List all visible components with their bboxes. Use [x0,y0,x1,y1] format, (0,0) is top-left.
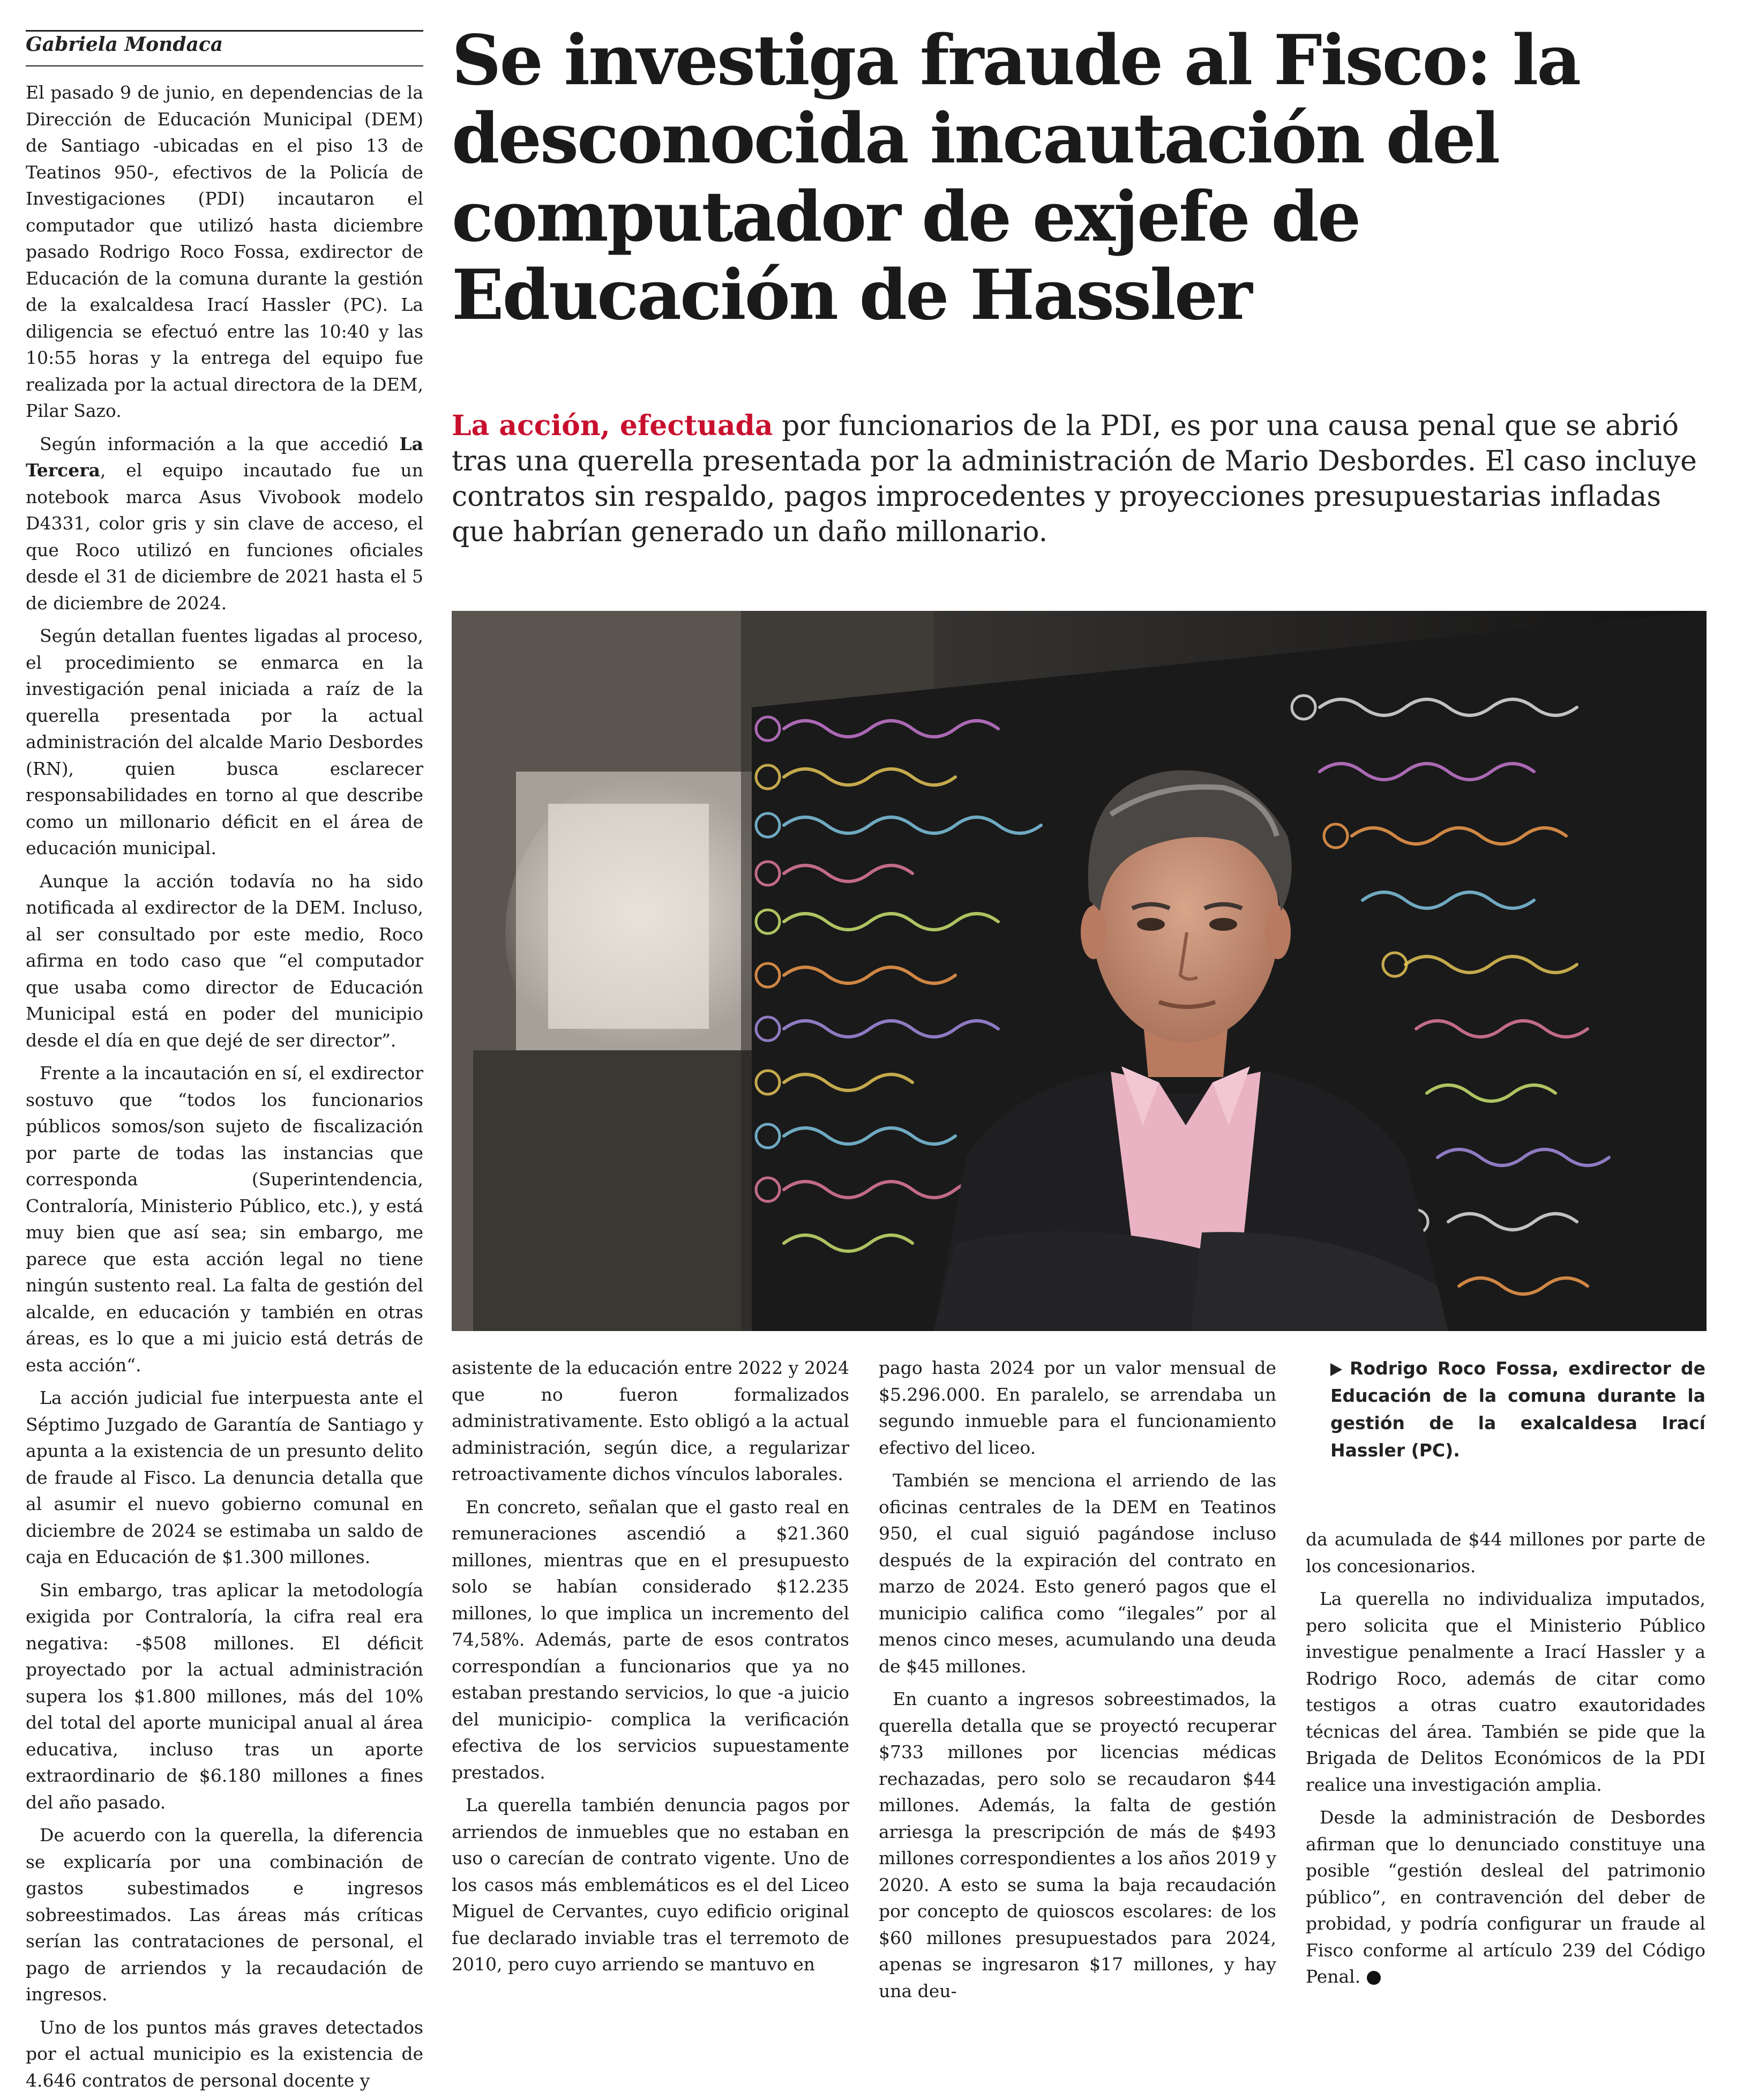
lede [452,408,1705,550]
paragraph: La querella también denuncia pagos por arriendos de inmuebles que no estaban en uso o carecían de contrato vigente. Uno de los casos más emblemáticos es el del Liceo Miguel de Cervantes, cuyo edificio original fue declarado inviable tras el terremoto de 2010, pero cuyo arriendo se mantuvo en [452,1795,849,1975]
publication-name: La Tercera [26,433,423,481]
paragraph: El pasado 9 de junio, en dependencias de la Dirección de Educación Municipal (DEM) de Santiago -ubicadas en el piso 13 de Teatinos 950-, efectivos de la Policía de Investigaciones (PDI) incautaron el computador que utilizó hasta diciembre pasado Rodrigo Roco Fossa, exdirector de Educación de la comuna durante la gestión de la exalcaldesa Irací Hassler (PC). La diligencia se efectuó entre las 10:40 y las 10:55 horas y la entrega del equipo fue realizada por la actual directora de la DEM, Pilar Sazo. [26,82,423,421]
paragraph: pago hasta 2024 por un valor mensual de $5.296.000. En paralelo, se arrendaba un segundo inmueble para el funcionamiento efectivo del liceo. [879,1357,1276,1458]
paragraph: Desde la administración de Desbordes afirman que lo denunciado constituye una posible “gestión desleal del patrimonio público”, en contravención del deber de probidad, y podría configurar un fraude al Fisco conforme al artículo 239 del Código Penal. [1306,1807,1705,1987]
paragraph: En cuanto a ingresos sobreestimados, la querella detalla que se proyectó recuperar $733 millones por licencias médicas rechazadas, pero solo se recaudaron $44 millones. Además, la falta de gestión arriesga la prescripción de más de $493 millones correspondientes a los años 2019 y 2020. A esto se suma la baja recaudación por concepto de quioscos escolares: de los $60 millones presupuestados para 2024, apenas se ingresaron $17 millones, y hay una deu- [879,1688,1276,2001]
byline: Gabriela Mondaca [26,33,223,56]
column-3 [879,1355,1276,2011]
column-1 [26,79,423,2100]
paragraph: Sin embargo, tras aplicar la metodología exigida por Contraloría, la cifra real era negativa: -$508 millones. El déficit proyectado por la actual administración supera los $1.800 millones, más del 10% del total del aporte municipal anual al área educativa, incluso tras un aporte extraordinario de $6.180 millones a fines del año pasado. [26,1579,423,1813]
photo-rodrigo-roco [452,611,1707,1331]
paragraph: Frente a la incautación en sí, el exdirector sostuvo que “todos los funcionarios públicos somos/son sujeto de fiscalización por parte de todas las instancias que corresponda (Superintendencia, Contraloría, Ministerio Público, etc.), y está muy bien que así sea; sin embargo, me parece que esta acción legal no tiene ningún sustento real. La falta de gestión del alcalde, en educación y también en otras áreas, es lo que a mi juicio está detrás de esta acción“. [26,1063,423,1376]
paragraph: La querella no individualiza imputados, pero solicita que el Ministerio Público investigue penalmente a Irací Hassler y a Rodrigo Roco, además de citar como testigos a otras cuatro exautoridades técnicas del área. También se pide que la Brigada de Delitos Económicos de la PDI realice una investigación amplia. [1306,1588,1705,1795]
paragraph: Aunque la acción todavía no ha sido notificada al exdirector de la DEM. Incluso, al ser consultado por este medio, Roco afirma en todo caso que “el computador que usaba como director de Educación Municipal está en poder del municipio desde el día en que dejé de ser director”. [26,870,423,1051]
paragraph: da acumulada de $44 millones por parte de los concesionarios. [1306,1529,1705,1576]
paragraph: De acuerdo con la querella, la diferencia se explicaría por una combinación de gastos subestimados e ingresos sobreestimados. Las áreas más críticas serían las contrataciones de personal, el pago de arriendos y la recaudación de ingresos. [26,1825,423,2005]
paragraph: Uno de los puntos más graves detectados por el actual municipio es la existencia de 4.646 contratos de personal docente y [26,2016,423,2091]
end-mark-icon [1367,1971,1381,1985]
paragraph: En concreto, señalan que el gasto real en remuneraciones ascendió a $21.360 millones, mientras que en el presupuesto solo se habían considerado $12.235 millones, lo que implica un incremento del 74,58%. Además, parte de esos contratos correspondían a funcionarios que ya no estaban prestando servicios, lo que -a juicio del municipio- complica la verificación efectiva de los servicios supuestamente prestados. [452,1496,849,1783]
column-2 [452,1355,849,1984]
byline-rule [26,65,423,66]
lede-highlight: La acción, efectuada [452,409,773,442]
paragraph: Según información a la que accedió La Tercera, el equipo incautado fue un notebook marca Asus Vivobook modelo D4331, color gris y sin clave de acceso, el que Roco utilizó en funciones oficiales desde el 31 de diciembre de 2021 hasta el 5 de diciembre de 2024. [26,433,423,614]
caption-triangle-icon [1330,1363,1342,1376]
paragraph: Según detallan fuentes ligadas al proceso, el procedimiento se enmarca en la investigación penal iniciada a raíz de la querella presentada por la actual administración del alcalde Mario Desbordes (RN), quien busca esclarecer responsabilidades en torno al que describe como un millonario déficit en el área de educación municipal. [26,625,423,858]
column-4 [1306,1526,1705,1997]
photo-caption: Rodrigo Roco Fossa, exdirector de Educación de la comuna durante la gestión de la exalcaldesa Irací Hassler (PC). [1330,1358,1705,1461]
paragraph: La acción judicial fue interpuesta ante el Séptimo Juzgado de Garantía de Santiago y apunta a la existencia de un presunto delito de fraude al Fisco. La denuncia detalla que al asumir el nuevo gobierno comunal en diciembre de 2024 se estimaba un saldo de caja en Educación de $1.300 millones. [26,1387,423,1567]
paragraph: asistente de la educación entre 2022 y 2024 que no fueron formalizados administrativamente. Esto obligó a la actual administración, según dice, a regularizar retroactivamente dichos vínculos laborales. [452,1357,849,1484]
lede-text: por funcionarios de la PDI, es por una causa penal que se abrió tras una querella presentada por la administración de Mario Desbordes. El caso incluye contratos sin respaldo, pagos improcedentes y proyecciones presupuestarias infladas que habrían generado un daño millonario. [452,410,1697,548]
top-rule [26,30,423,32]
headline: Se investiga fraude al Fisco: la desconocida incautación del computador de exjefe de Educación de Hassler [452,20,1580,335]
paragraph: También se menciona el arriendo de las oficinas centrales de la DEM en Teatinos 950, el cual siguió pagándose incluso después de la expiración del contrato en marzo de 2024. Esto generó pagos que el municipio califica como “ilegales” por al menos cinco meses, acumulando una deuda de $45 millones. [879,1470,1276,1677]
